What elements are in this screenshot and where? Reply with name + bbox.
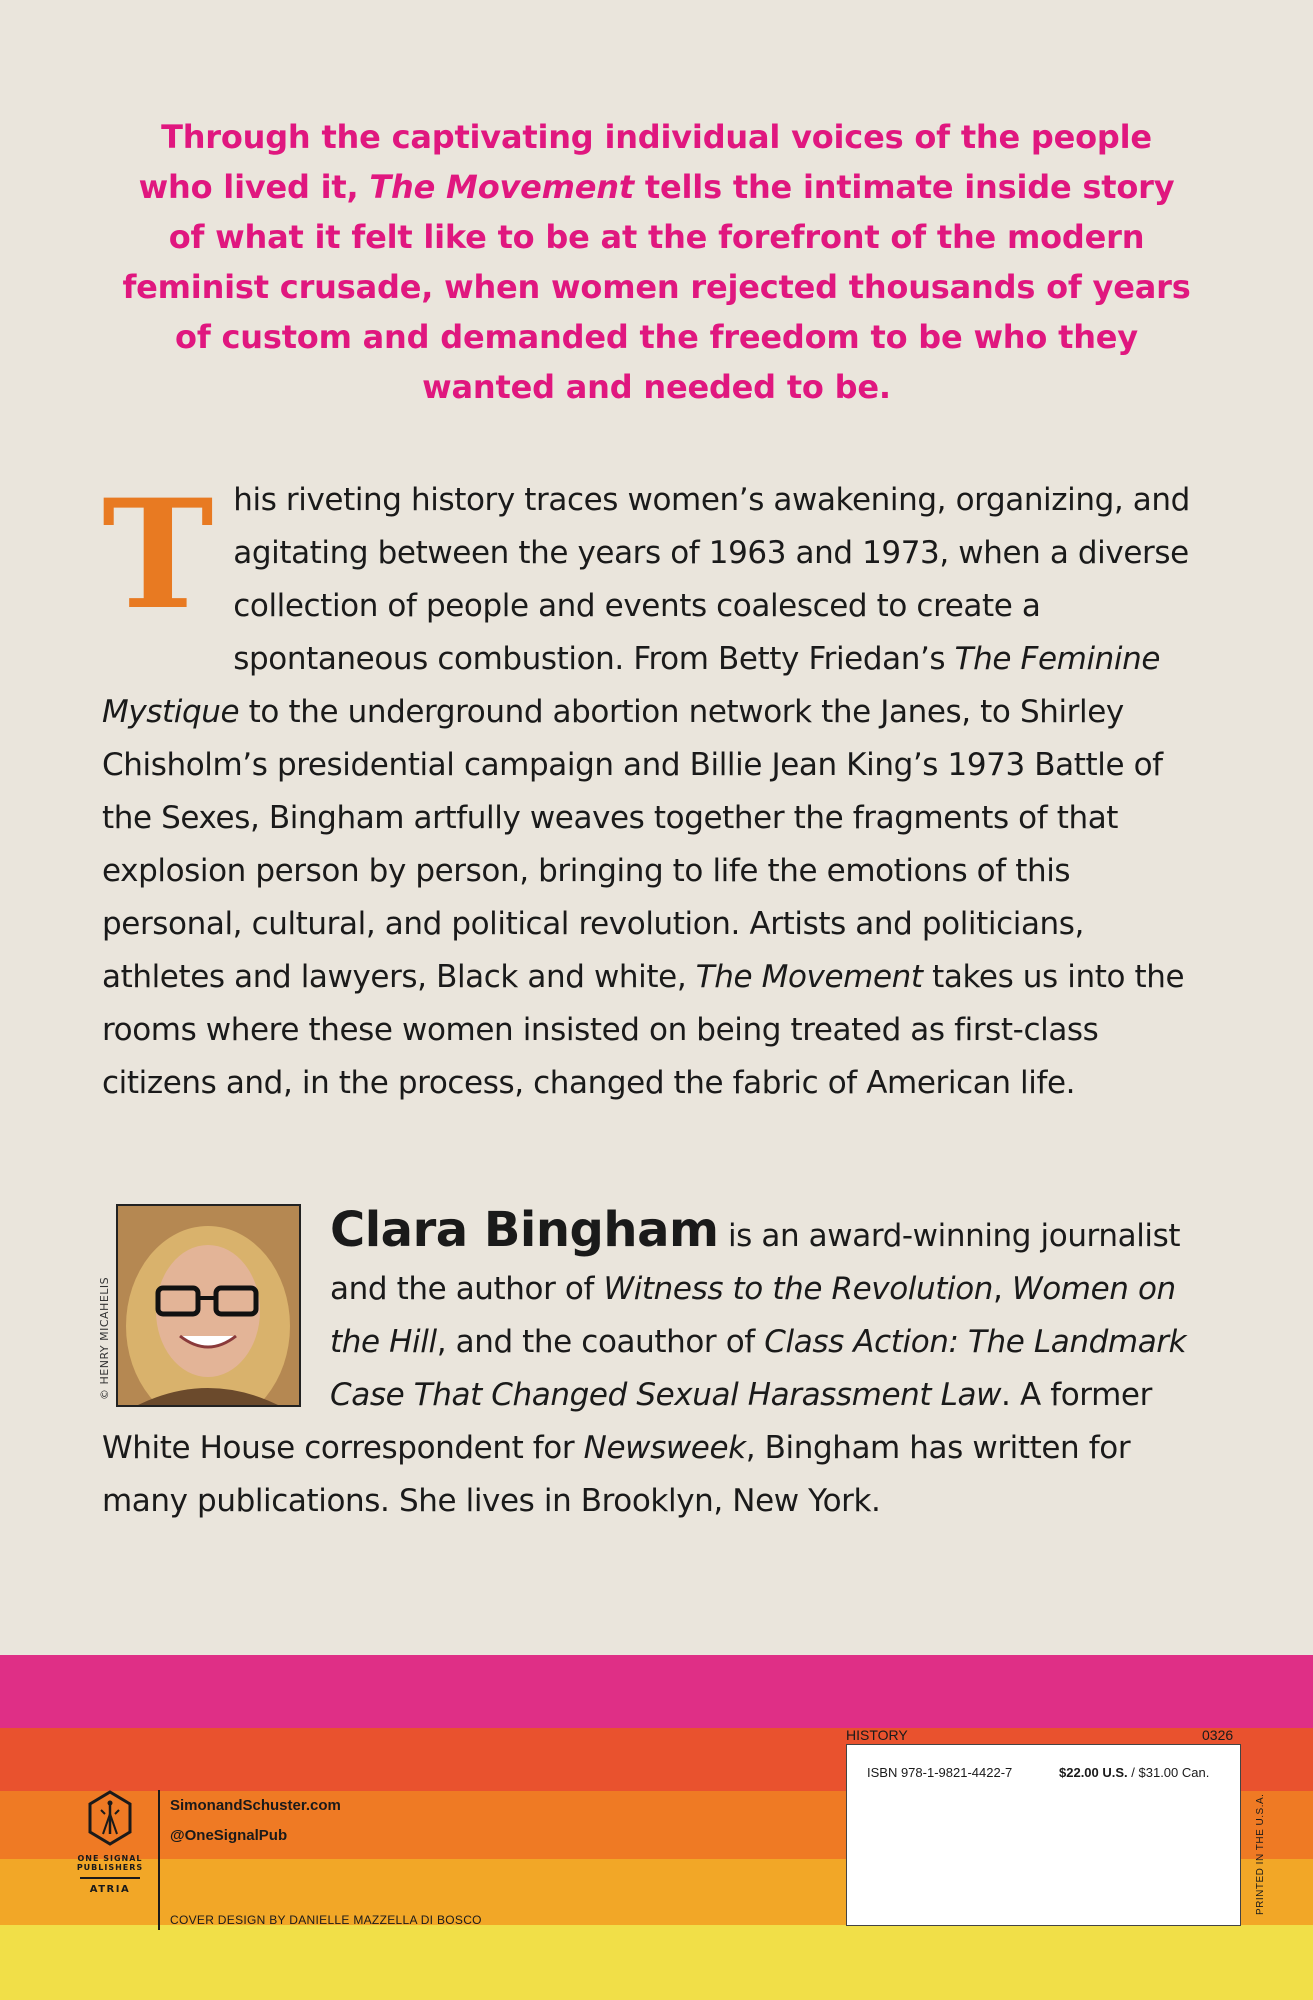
stripe-yellow (0, 1925, 1313, 2000)
publisher-divider (158, 1790, 160, 1930)
author-name: Clara Bingham (330, 1202, 719, 1258)
price (1059, 1765, 1209, 1780)
price-separator: / (1127, 1765, 1139, 1780)
tagline-book-title: The Movement (369, 168, 634, 206)
logo-line-1: ONE SIGNAL (77, 1854, 143, 1863)
printed-in: PRINTED IN THE U.S.A. (1255, 1793, 1266, 1915)
bio-book-title-3: Class Action: The Landmark Case That Changed Sexual Harassment Law (330, 1324, 1187, 1413)
author-bio (102, 1204, 1210, 1528)
stripe-magenta (0, 1655, 1313, 1728)
drop-cap: T (102, 467, 214, 643)
description-book-title: The Feminine Mystique (102, 641, 1161, 730)
bio-book-title-2: Women on the Hill (330, 1271, 1176, 1360)
category-label: HISTORY (846, 1727, 908, 1743)
publisher-links (170, 1791, 341, 1851)
photo-credit: © HENRY MICAHELIS (98, 1276, 111, 1400)
bio-text-3: , and the coauthor of (436, 1324, 765, 1360)
bio-book-title: Witness to the Revolution (603, 1271, 994, 1307)
description-text-2: to the underground abortion network the Janes, to Shirley Chisholm’s presidential campaign and Billie Jean King’s 1973 Battle of the Sexes, Bingham artfully weaves together the fragments of that explosion person by person, bringing to life the emotions of this personal, cultural, and political revolution. Artists and politicians, athletes and lawyers, Black and white, (102, 694, 1163, 995)
description-text-3: takes us into the rooms where these women insisted on being treated as first-class citizens and, in the process, changed the fabric of American life. (102, 959, 1185, 1101)
logo-line-2: PUBLISHERS (76, 1863, 144, 1872)
category-code: 0326 (1202, 1727, 1234, 1743)
signal-tower-icon (87, 1790, 133, 1846)
publisher-logo (70, 1790, 150, 1940)
price-us: $22.00 U.S. (1059, 1765, 1128, 1780)
description-text: his riveting history traces women’s awakening, organizing, and agitating between the years of 1963 and 1973, when a diverse collection of people and events coalesced to create a spontaneous combustion. From Betty Friedan’s (233, 482, 1190, 677)
tagline (120, 112, 1193, 412)
tagline-text: Through the captivating individual voices of the people who lived it, (138, 118, 1152, 206)
publisher-website[interactable]: SimonandSchuster.com (170, 1797, 341, 1814)
photo-spacer (102, 1204, 330, 1416)
bio-text-2: , (993, 1271, 1012, 1307)
cover-design-credit: COVER DESIGN BY DANIELLE MAZZELLA DI BOSCO (170, 1913, 482, 1927)
bio-magazine-title: Newsweek (583, 1430, 746, 1466)
bio-text-5: , Bingham has written for many publications. She lives in Brooklyn, New York. (102, 1430, 1131, 1519)
book-description (102, 467, 1210, 1110)
logo-imprint: ATRIA (89, 1883, 131, 1895)
isbn: ISBN 978-1-9821-4422-7 (867, 1765, 1013, 1780)
bio-text-4: . A former White House correspondent for (102, 1377, 1152, 1466)
tagline-text-cont: tells the intimate inside story of what it felt like to be at the forefront of the modern feminist crusade, when women rejected thousands of years of custom and demanded the freedom to be who they wanted and needed to be. (122, 168, 1191, 406)
logo-divider (80, 1877, 140, 1879)
publisher-handle[interactable]: @OneSignalPub (170, 1827, 288, 1844)
price-can: $31.00 Can. (1138, 1765, 1210, 1780)
barcode-box (846, 1744, 1241, 1926)
bio-text: is an award-winning journalist and the author of (330, 1218, 1181, 1307)
description-book-title-2: The Movement (695, 959, 923, 995)
